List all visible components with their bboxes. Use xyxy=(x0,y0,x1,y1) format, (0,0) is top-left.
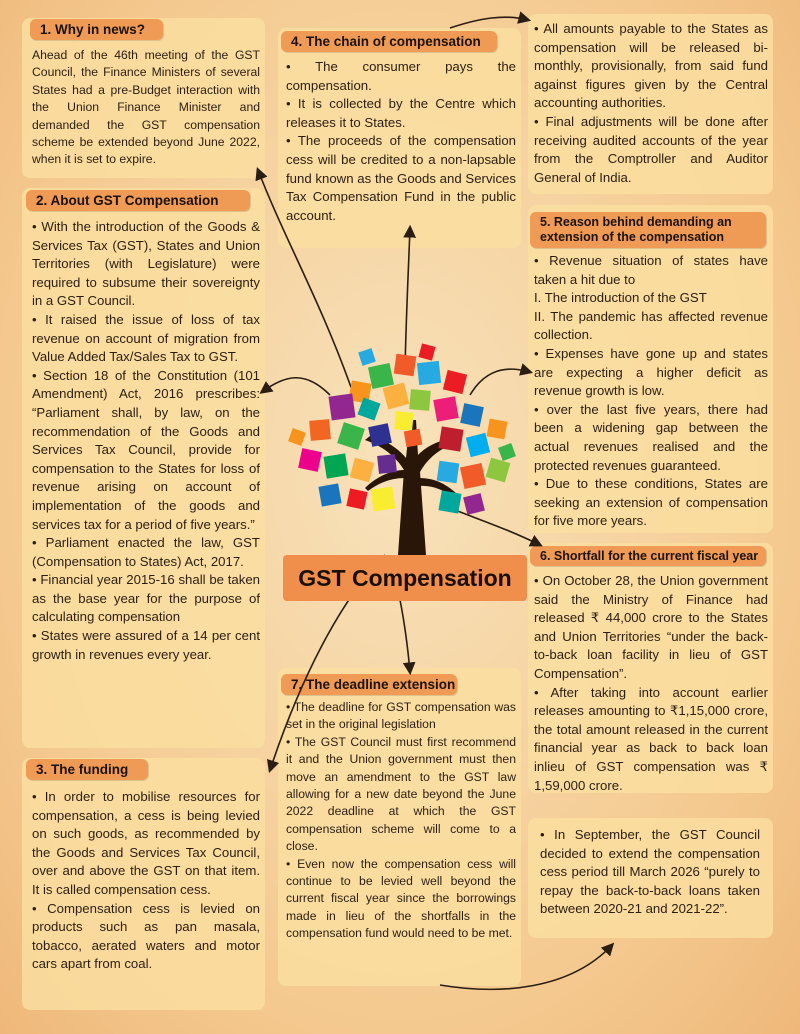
section-5-item-2: II. The pandemic has affected revenue collection. xyxy=(534,308,768,343)
section-2-bullet-3: • Section 18 of the Constitution (101 Amendment) Act, 2016 prescribes: “Parliament shall, by law, on the recommendation of the Goods and Services Tax Council, provide for compensation to the States for loss of revenue arising on account of implementation of the goods and services tax for a period of five years.” xyxy=(32,367,260,532)
tree-leaves xyxy=(288,343,516,514)
section-1-heading: 1. Why in news? xyxy=(30,19,163,40)
section-2-bullet-5: • Financial year 2015-16 shall be taken as the base year for the purpose of calculating compensation xyxy=(32,572,260,625)
section-4-bullet-3: • The proceeds of the compensation cess will be credited to a non-lapsable fund known as the Goods and Services Tax Compensation Fund in the public account. xyxy=(286,133,516,223)
section-5-bullet-4: • Due to these conditions, States are seeking an extension of compensation for five more years. xyxy=(534,476,768,529)
section-4b-bullet-1: • All amounts payable to the States as compensation will be released bi-monthly, provisionally, from said fund against figures given by the Central accounting authorities. xyxy=(534,21,768,111)
section-1-paragraph: Ahead of the 46th meeting of the GST Council, the Finance Ministers of several States had a pre-Budget interaction with the Union Finance Minister and demanded the GST compensation scheme be extended beyond June 2022, when it is set to expire. xyxy=(32,48,260,167)
connector-arrows xyxy=(258,17,612,989)
section-2-bullet-2: • It raised the issue of loss of tax revenue on account of migration from Value Added Tax/Sales Tax to GST. xyxy=(32,311,260,365)
section-5-bullet-2: • Expenses have gone up and states are expecting a higher deficit as revenue growth is low. xyxy=(534,345,768,399)
section-6-bullet-1: • On October 28, the Union government said the Ministry of Finance had released ₹ 44,000 crore to the States and Union Territories “under the back-to-back loan facility in lieu of GST Compensation”. xyxy=(534,573,768,681)
section-6-bullet-2: • After taking into account earlier releases amounting to ₹1,15,000 crore, the total amount released in the current financial year as back to back loan inlieu of GST compensation was ₹ 1,59,000 crore. xyxy=(534,684,768,793)
section-7-bullet-1: • The deadline for GST compensation was set in the original legislation xyxy=(286,700,516,732)
section-2-bullet-1: • With the introduction of the Goods & Services Tax (GST), States and Union Territories (with Legislature) were required to subsume their sovereignty in a GST Council. xyxy=(32,219,260,309)
section-4b-bullet-2: • Final adjustments will be done after receiving audited accounts of the year from the Comptroller and Auditor General of India. xyxy=(534,113,768,185)
section-7-bullet-2: • The GST Council must first recommend it and the Union government must then move an amendment to the GST law allowing for a new date beyond the June 2022 deadline at which the GST compensation scheme will come to a close. xyxy=(286,734,516,854)
section-2-heading: 2. About GST Compensation xyxy=(26,190,250,211)
section-8-bullet-1: • In September, the GST Council decided to extend the compensation cess period till March 2026 “purely to repay the back-to-back loans taken between 2020-21 and 2021-22”. xyxy=(540,827,760,917)
section-5-heading: 5. Reason behind demanding an extension of the compensation xyxy=(530,212,766,248)
section-3-bullet-2: • Compensation cess is levied on products such as pan masala, tobacco, aerated waters and motor cars apart from coal. xyxy=(32,900,260,972)
section-2-bullet-6: • States were assured of a 14 per cent growth in revenues every year. xyxy=(32,628,260,662)
section-4-bullet-1: • The consumer pays the compensation. xyxy=(286,59,516,93)
section-2-bullet-4: • Parliament enacted the law, GST (Compensation to States) Act, 2017. xyxy=(32,535,260,569)
section-3-heading: 3. The funding xyxy=(26,759,148,780)
section-7-heading: 7. The deadline extension xyxy=(281,674,457,695)
section-5-item-1: I. The introduction of the GST xyxy=(534,290,707,306)
section-4-bullet-2: • It is collected by the Centre which releases it to States. xyxy=(286,96,516,130)
section-3-bullet-1: • In order to mobilise resources for compensation, a cess is being levied on such goods, as recommended by the Goods and Services Tax Council, over and above the GST on that item. It is called compensation cess. xyxy=(32,789,260,897)
section-5-bullet-1: • Revenue situation of states have taken a hit due to xyxy=(534,253,768,287)
section-6-heading: 6. Shortfall for the current fiscal year xyxy=(530,546,766,566)
section-7-bullet-3: • Even now the compensation cess will continue to be levied well beyond the current fiscal year since the borrowings made in lieu of the shortfalls in the compensation fund would need to be met. xyxy=(286,856,516,941)
section-5-bullet-3: • over the last five years, there had been a widening gap between the actual revenues realised and the protected revenues guaranteed. xyxy=(534,401,768,473)
section-4-heading: 4. The chain of compensation xyxy=(281,31,497,52)
main-title: GST Compensation xyxy=(283,555,527,601)
